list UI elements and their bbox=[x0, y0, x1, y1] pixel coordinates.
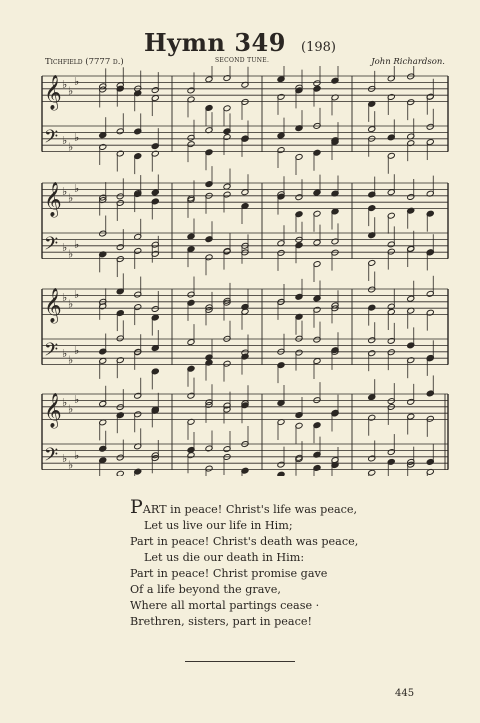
flat-sign: ♭ bbox=[68, 191, 74, 205]
bass-clef: 𝄢 bbox=[44, 445, 59, 470]
flat-sign: ♭ bbox=[62, 241, 68, 254]
bass-clef: 𝄢 bbox=[44, 234, 59, 259]
verse-line: Where all mortal partings cease · bbox=[130, 599, 320, 612]
flat-sign: ♭ bbox=[68, 353, 74, 367]
verse-line-text: ART in peace! Christ's life was peace, bbox=[142, 503, 358, 516]
verse-line: Let us live our life in Him; bbox=[144, 519, 293, 532]
divider-rule bbox=[185, 661, 295, 662]
flat-sign: ♭ bbox=[68, 402, 74, 416]
page-number: 445 bbox=[395, 688, 415, 699]
bass-clef: 𝄢 bbox=[44, 127, 59, 152]
flat-sign: ♭ bbox=[62, 134, 68, 147]
flat-sign: ♭ bbox=[74, 238, 80, 251]
flat-sign: ♭ bbox=[74, 131, 80, 144]
flat-sign: ♭ bbox=[74, 75, 80, 88]
flat-sign: ♭ bbox=[74, 288, 80, 301]
flat-sign: ♭ bbox=[74, 344, 80, 357]
flat-sign: ♭ bbox=[62, 396, 68, 409]
drop-cap: P bbox=[130, 496, 143, 518]
hymn-title: Hymn 349 bbox=[144, 28, 286, 57]
flat-sign: ♭ bbox=[62, 452, 68, 465]
verse-line: Part in peace! Christ's death was peace, bbox=[130, 535, 359, 548]
verse-line: Part in peace! Christ promise gave bbox=[130, 567, 328, 580]
music-score bbox=[38, 66, 453, 476]
flat-sign: ♭ bbox=[68, 247, 74, 261]
treble-clef: 𝄞 bbox=[44, 75, 62, 110]
flat-sign: ♭ bbox=[62, 347, 68, 360]
flat-sign: ♭ bbox=[74, 182, 80, 195]
hymn-verse bbox=[130, 496, 390, 630]
flat-sign: ♭ bbox=[62, 291, 68, 304]
tune-name: Tichfield (7777 d.) bbox=[45, 57, 124, 67]
hymn-alt-number: (198) bbox=[301, 40, 336, 55]
second-tune-label: SECOND TUNE. bbox=[215, 57, 270, 64]
flat-sign: ♭ bbox=[68, 84, 74, 98]
treble-clef: 𝄞 bbox=[44, 393, 62, 428]
treble-clef: 𝄞 bbox=[44, 288, 62, 323]
treble-clef: 𝄞 bbox=[44, 182, 62, 217]
flat-sign: ♭ bbox=[68, 458, 74, 472]
flat-sign: ♭ bbox=[74, 393, 80, 406]
verse-line bbox=[130, 496, 390, 518]
verse-line: Brethren, sisters, part in peace! bbox=[130, 615, 312, 628]
bass-clef: 𝄢 bbox=[44, 340, 59, 365]
composer-name: John Richardson. bbox=[371, 57, 445, 67]
flat-sign: ♭ bbox=[68, 297, 74, 311]
flat-sign: ♭ bbox=[62, 185, 68, 198]
hymn-header bbox=[0, 28, 480, 57]
flat-sign: ♭ bbox=[68, 140, 74, 154]
verse-line: Let us die our death in Him: bbox=[144, 551, 305, 564]
verse-line: Of a life beyond the grave, bbox=[130, 583, 281, 596]
flat-sign: ♭ bbox=[74, 449, 80, 462]
flat-sign: ♭ bbox=[62, 78, 68, 91]
